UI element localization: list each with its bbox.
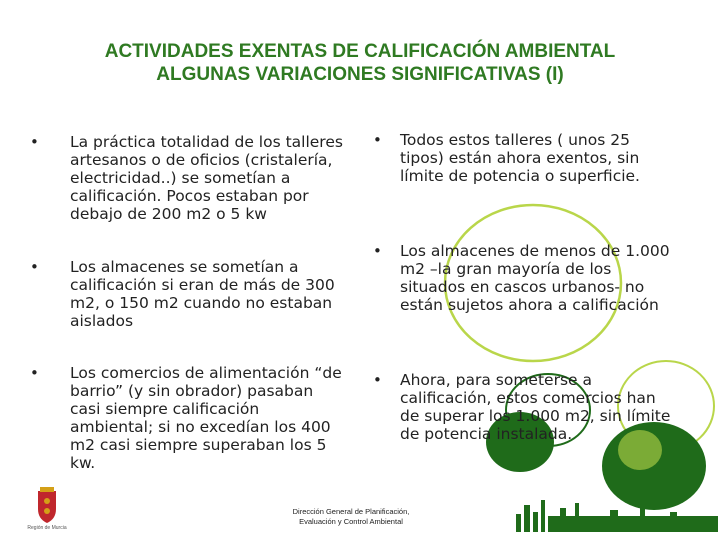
bullet: • (373, 131, 382, 149)
city-skyline-icon (516, 500, 718, 532)
text-line: calificación. Pocos estaban por (70, 187, 309, 205)
text-line: ambiental; si no excedían los 400 (70, 418, 331, 436)
text-line: aislados (70, 312, 134, 330)
page-title (0, 40, 720, 86)
text-line: Los comercios de alimentación “de (70, 364, 342, 382)
text-line: calificación, estos comercios han (400, 389, 656, 407)
bullet: • (373, 242, 382, 260)
text-line: electricidad..) se sometían a (70, 169, 291, 187)
text-line: Los almacenes de menos de 1.000 (400, 242, 670, 260)
left-item-3-text (70, 364, 342, 472)
right-item-3-text (400, 371, 670, 443)
right-item-1-text (400, 131, 640, 185)
region-murcia-logo (22, 485, 72, 535)
footer (276, 507, 426, 527)
bullet: • (373, 371, 382, 389)
text-line: m2, o 150 m2 cuando no estaban (70, 294, 333, 312)
text-line: artesanos o de oficios (cristalería, (70, 151, 333, 169)
footer-line-2: Evaluación y Control Ambiental (299, 517, 403, 526)
left-item-1-text (70, 133, 343, 223)
text-line: situados en cascos urbanos- no (400, 278, 645, 296)
text-line: de potencia instalada. (400, 425, 573, 443)
bullet: • (30, 133, 39, 151)
text-line: kw. (70, 454, 96, 472)
text-line: de superar los 1.000 m2, sin límite (400, 407, 671, 425)
title-line-1: ACTIVIDADES EXENTAS DE CALIFICACIÓN AMBIENTAL (104, 41, 616, 62)
text-line: están sujetos ahora a calificación (400, 296, 659, 314)
text-line: Todos estos talleres ( unos 25 (400, 131, 630, 149)
text-line: límite de potencia o superficie. (400, 167, 640, 185)
title-line-2: ALGUNAS VARIACIONES SIGNIFICATIVAS (I) (156, 64, 564, 85)
logo-caption: Región de Murcia (27, 525, 67, 531)
right-item-2-text (400, 242, 670, 314)
text-line: tipos) están ahora exentos, sin (400, 149, 640, 167)
text-line: debajo de 200 m2 o 5 kw (70, 205, 267, 223)
left-item-2-text (70, 258, 335, 330)
text-line: La práctica totalidad de los talleres (70, 133, 343, 151)
text-line: Los almacenes se sometían a (70, 258, 299, 276)
text-line: barrio” (y sin obrador) pasaban (70, 382, 314, 400)
text-line: m2 –la gran mayoría de los (400, 260, 612, 278)
text-line: m2 casi siempre superaban los 5 (70, 436, 327, 454)
text-line: casi siempre calificación (70, 400, 260, 418)
bullet: • (30, 258, 39, 276)
text-line: Ahora, para someterse a (400, 371, 592, 389)
footer-line-1: Dirección General de Planificación, (292, 507, 410, 516)
bullet: • (30, 364, 39, 382)
text-line: calificación si eran de más de 300 (70, 276, 335, 294)
